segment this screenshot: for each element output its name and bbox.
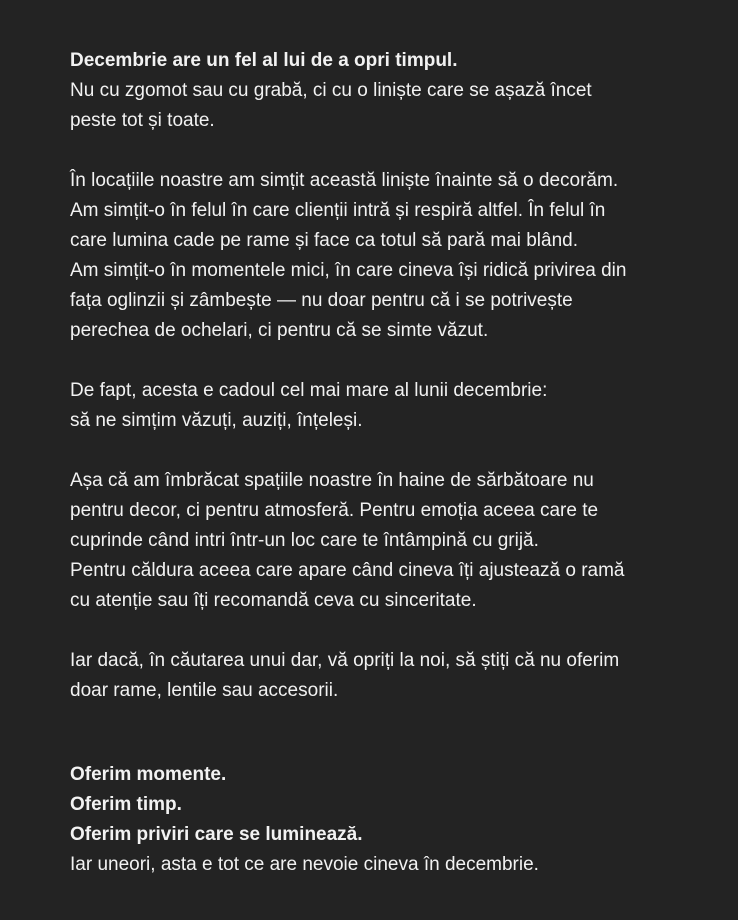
paragraph-spacer (70, 706, 668, 760)
text-line: perechea de ochelari, ci pentru că se simte văzut. (70, 320, 489, 341)
text-line: să ne simțim văzuți, auziți, înțeleși. (70, 410, 363, 431)
text-line: În locațiile noastre am simțit această liniște înainte să o decorăm. (70, 170, 619, 191)
text-line: care lumina cade pe rame și face ca totul să pară mai blând. (70, 230, 578, 251)
paragraph-gift (70, 376, 668, 436)
paragraph-spacer (70, 616, 668, 646)
paragraph-closing (70, 760, 668, 880)
heading-line: Decembrie are un fel al lui de a opri timpul. (70, 50, 458, 71)
text-line: Nu cu zgomot sau cu grabă, ci cu o liniște care se așază încet (70, 80, 592, 101)
highlight-line: Oferim timp. (70, 794, 182, 815)
paragraph-atmosphere (70, 466, 668, 616)
highlight-line: Oferim momente. (70, 764, 227, 785)
text-line: Pentru căldura aceea care apare când cineva îți ajustează o ramă (70, 560, 625, 581)
text-line: pentru decor, ci pentru atmosferă. Pentru emoția aceea care te (70, 500, 599, 521)
paragraph-spacer (70, 136, 668, 166)
text-line: doar rame, lentile sau accesorii. (70, 680, 339, 701)
text-line: peste tot și toate. (70, 110, 215, 131)
text-line: Am simțit-o în momentele mici, în care cineva își ridică privirea din (70, 260, 627, 281)
text-line: Iar uneori, asta e tot ce are nevoie cineva în decembrie. (70, 854, 539, 875)
text-line: Iar dacă, în căutarea unui dar, vă opriți la noi, să știți că nu oferim (70, 650, 620, 671)
text-line: De fapt, acesta e cadoul cel mai mare al lunii decembrie: (70, 380, 548, 401)
paragraph-intro (70, 46, 668, 136)
paragraph-spacer (70, 436, 668, 466)
paragraph-locations (70, 166, 668, 346)
text-line: Am simțit-o în felul în care clienții intră și respiră altfel. În felul în (70, 200, 606, 221)
paragraph-offer (70, 646, 668, 706)
text-line: cu atenție sau îți recomandă ceva cu sinceritate. (70, 590, 477, 611)
text-line: fața oglinzii și zâmbește — nu doar pentru că i se potrivește (70, 290, 573, 311)
highlight-line: Oferim priviri care se luminează. (70, 824, 363, 845)
paragraph-spacer (70, 346, 668, 376)
text-line: cuprinde când intri într-un loc care te întâmpină cu grijă. (70, 530, 539, 551)
text-line: Așa că am îmbrăcat spațiile noastre în haine de sărbătoare nu (70, 470, 594, 491)
